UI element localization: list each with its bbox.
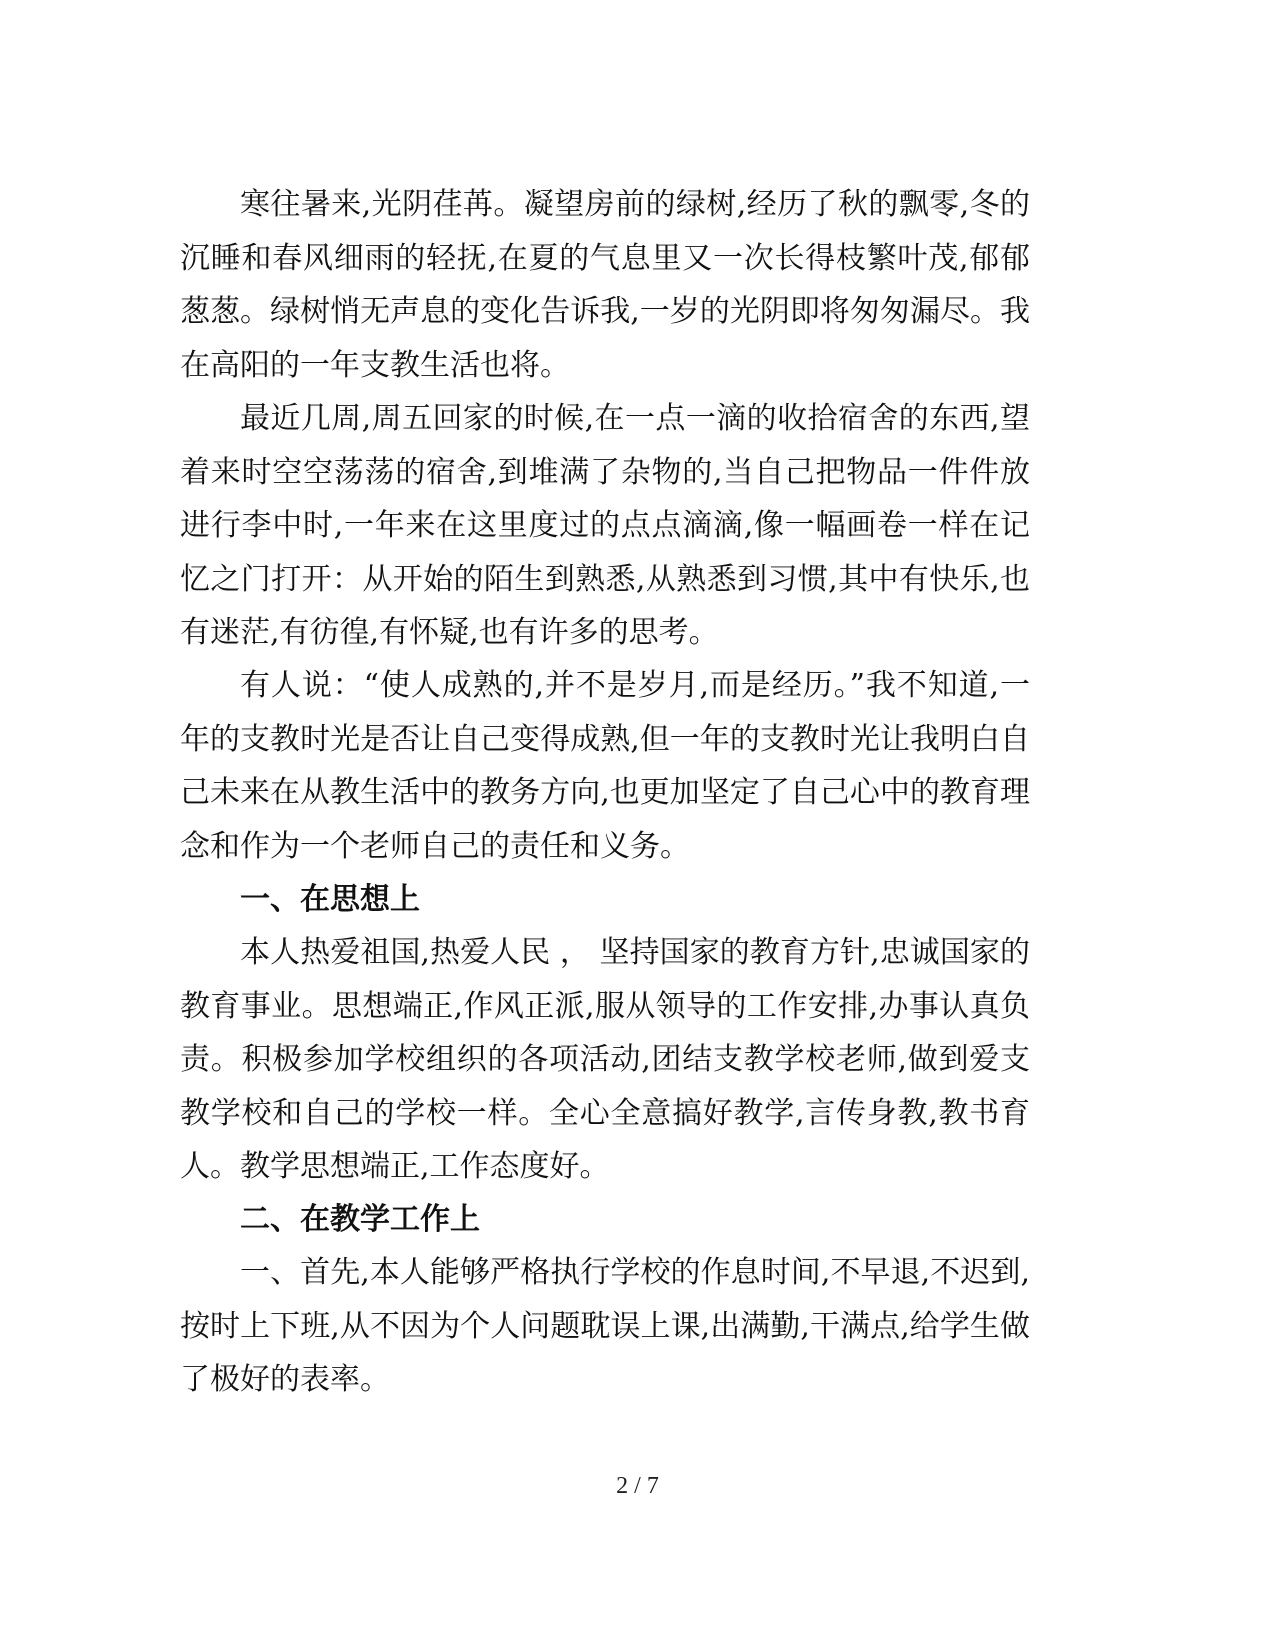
section-heading-thought: 一、在思想上: [240, 882, 420, 917]
paragraph-3: 有人说：“使人成熟的,并不是岁月,而是经历。”我不知道,一年的支教时光是否让自己变得成熟,但一年的支教时光让我明白自己未来在从教生活中的教务方向,也更加坚定了自己心中的教育理念和作为一个老师自己的责任和义务。: [180, 668, 1030, 864]
paragraph-1: 寒往暑来,光阴荏苒。凝望房前的绿树,经历了秋的飘零,冬的沉睡和春风细雨的轻抚,在夏的气息里又一次长得枝繁叶茂,郁郁葱葱。绿树悄无声息的变化告诉我,一岁的光阴即将匆匆漏尽。我在高阳的一年支教生活也将。: [180, 187, 1030, 383]
paragraph-4: 本人热爱祖国,热爱人民 ， 坚持国家的教育方针,忠诚国家的教育事业。思想端正,作风正派,服从领导的工作安排,办事认真负责。积极参加学校组织的各项活动,团结支教学校老师,做到爱支教学校和自己的学校一样。全心全意搞好教学,言传身教,教书育人。教学思想端正,工作态度好。: [180, 935, 1030, 1184]
document-body: [180, 178, 1030, 1406]
page-number: 2 / 7: [616, 1473, 659, 1499]
paragraph-2: 最近几周,周五回家的时候,在一点一滴的收拾宿舍的东西,望着来时空空荡荡的宿舍,到堆满了杂物的,当自己把物品一件件放进行李中时,一年来在这里度过的点点滴滴,像一幅画卷一样在记忆之门打开：从开始的陌生到熟悉,从熟悉到习惯,其中有快乐,也有迷茫,有彷徨,有怀疑,也有许多的思考。: [180, 401, 1030, 650]
paragraph-5: 一、首先,本人能够严格执行学校的作息时间,不早退,不迟到,按时上下班,从不因为个人问题耽误上课,出满勤,干满点,给学生做了极好的表率。: [180, 1255, 1030, 1397]
section-heading-teaching: 二、在教学工作上: [240, 1202, 480, 1237]
